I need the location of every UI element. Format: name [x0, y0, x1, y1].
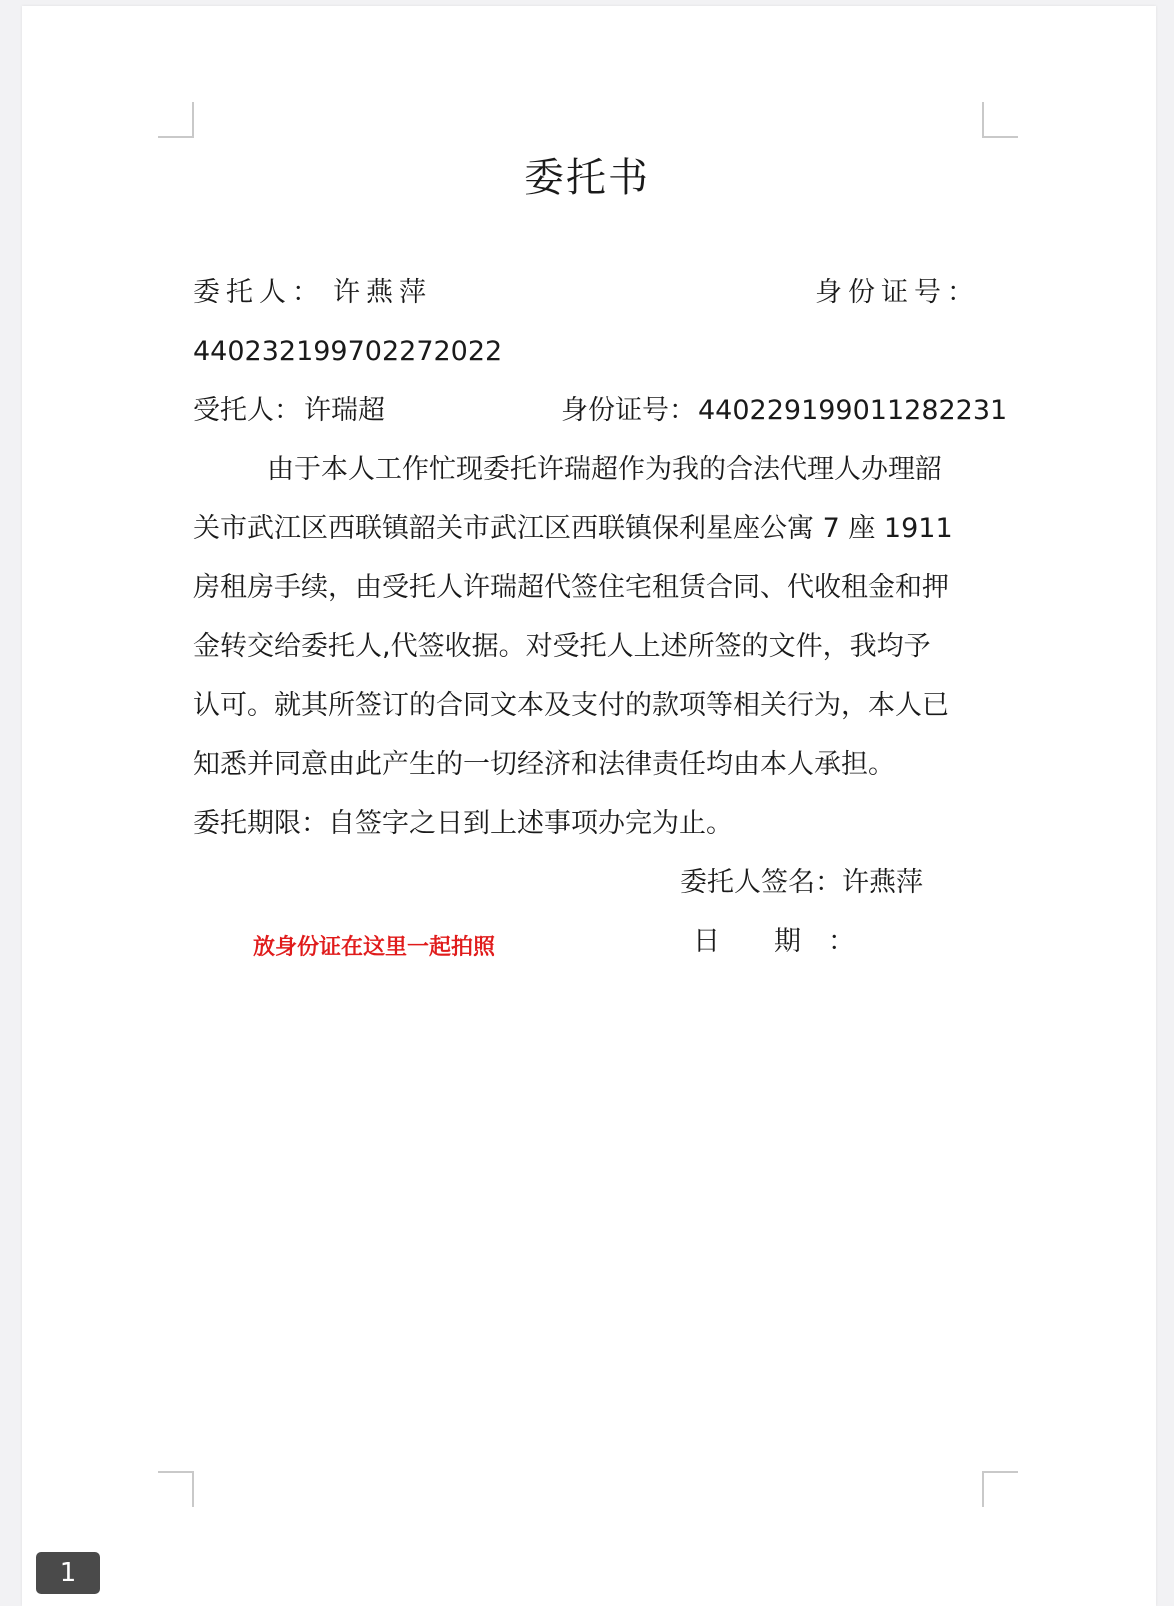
- body-line: 金转交给委托人,代签收据。对受托人上述所签的文件，我均予: [193, 631, 931, 662]
- corner-mark-bottom-left: [158, 1471, 194, 1507]
- principal-name: 许燕萍: [333, 277, 432, 308]
- document-title: 委托书: [524, 155, 650, 201]
- signature-line: 委托人签名：许燕萍: [680, 867, 923, 898]
- principal-id-label: 身份证号：: [815, 277, 980, 308]
- corner-mark-top-left: [158, 102, 194, 138]
- term-line: 委托期限：自签字之日到上述事项办完为止。: [193, 808, 733, 839]
- body-line: 由于本人工作忙现委托许瑞超作为我的合法代理人办理韶: [267, 454, 942, 485]
- agent-id: 440229199011282231: [698, 395, 1008, 426]
- body-line: 认可。就其所签订的合同文本及支付的款项等相关行为，本人已: [193, 690, 949, 721]
- corner-mark-bottom-right: [982, 1471, 1018, 1507]
- agent-label: 受托人：: [193, 395, 301, 426]
- corner-mark-top-right: [982, 102, 1018, 138]
- agent-id-label: 身份证号：: [561, 395, 696, 426]
- principal-label: 委托人：: [193, 277, 325, 308]
- body-line: 房租房手续，由受托人许瑞超代签住宅租赁合同、代收租金和押: [193, 572, 949, 603]
- page-number-badge[interactable]: 1: [36, 1552, 100, 1594]
- photo-instruction-note: 放身份证在这里一起拍照: [253, 935, 496, 960]
- body-line: 关市武江区西联镇韶关市武江区西联镇保利星座公寓 7 座 1911: [193, 513, 953, 544]
- date-line: 日 期 ：: [693, 926, 855, 957]
- document-page: [22, 6, 1156, 1606]
- body-line: 知悉并同意由此产生的一切经济和法律责任均由本人承担。: [193, 749, 895, 780]
- agent-name: 许瑞超: [304, 395, 385, 426]
- principal-id: 440232199702272022: [193, 336, 503, 367]
